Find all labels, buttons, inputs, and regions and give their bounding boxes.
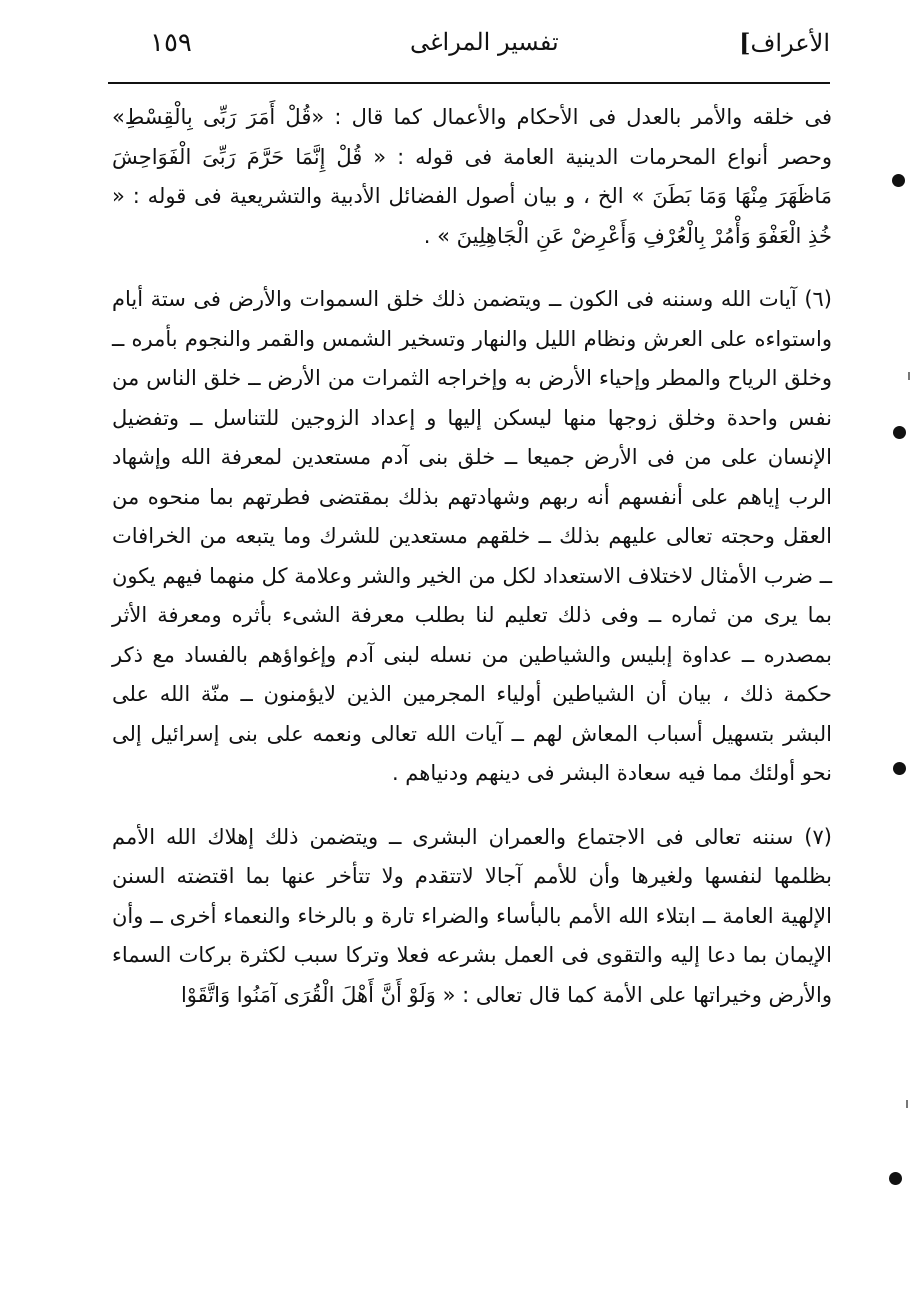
book-title: تفسير المراغى (410, 28, 559, 56)
paragraph-7: (٧) سننه تعالى فى الاجتماع والعمران البشرى ــ ويتضمن ذلك إهلاك الله الأمم بظلمها لنفسها ولغيرها وأن للأمم آجالا لاتتقدم ولا تتأخر عنها بما اقتضته السنن الإلهية العامة ــ ابتلاء الله الأمم بالبأساء والضراء تارة و بالرخاء والنعماء أخرى ــ وأن الإيمان بما دعا إليه والتقوى فى العمل بشرعه فعلا وتركا سبب لكثرة بركات السماء والأرض وخيراتها على الأمة كما قال تعالى : « وَلَوْ أَنَّ أَهْلَ الْقُرَى آمَنُوا وَاتَّقَوْا (112, 824, 832, 1007)
margin-dot-mark (892, 174, 905, 187)
header-bracket: ] (739, 28, 751, 57)
paragraph-6: (٦) آيات الله وسننه فى الكون ــ ويتضمن ذلك خلق السموات والأرض فى ستة أيام واستواءه على العرش ونظام الليل والنهار وتسخير الشمس والقمر والنجوم بأمره ــ وخلق الرياح والمطر وإحياء الأرض به وإخراجه الثمرات من الأرض ــ خلق الناس من نفس واحدة وخلق زوجها منها ليسكن إليها و إعداد الزوجين للتناسل ــ وتفضيل الإنسان على من فى الأرض جميعا ــ خلق بنى آدم مستعدين لمعرفة الله وإشهاد الرب إياهم على أنفسهم أنه ربهم وشهادتهم بذلك بمقتضى فطرتهم بما منحوه من العقل وحجته تعالى عليهم بذلك ــ خلقهم مستعدين للشرك وما يتبعه من الخرافات ــ ضرب الأمثال لاختلاف الاستعداد لكل من الخير والشر وعلامة كل منهما فيهم يكون بما يرى من ثماره ــ وفى ذلك تعليم لنا بطلب معرفة الشىء بأثره ومعرفة الأثر بمصدره ــ عداوة إبليس والشياطين من نسله لبنى آدم وإغواؤهم بالفساد مع ذكر حكمة ذلك ، بيان أن الشياطين أولياء المجرمين الذين لايؤمنون ــ منّة الله على البشر بتسهيل أسباب المعاش لهم ــ آيات الله تعالى ونعمه على بنى إسرائيل إلى نحو أولئك مما فيه سعادة البشر فى دينهم ودنياهم . (112, 287, 832, 785)
main-text (112, 98, 832, 1015)
margin-tick-mark (906, 1100, 908, 1108)
header-rule (108, 82, 830, 84)
margin-dot-mark (889, 1172, 902, 1185)
margin-tick-mark (908, 372, 910, 380)
margin-dot-mark (893, 426, 906, 439)
surah-name-text: الأعراف (750, 29, 830, 57)
paragraph-continuation: فى خلقه والأمر بالعدل فى الأحكام والأعمال كما قال : «قُلْ أَمَرَ رَبِّى بِالْقِسْطِ» وحصر أنواع المحرمات الدينية العامة فى قوله : « قُلْ إِنَّمَا حَرَّمَ رَبِّىَ الْفَوَاحِشَ مَاظَهَرَ مِنْهَا وَمَا بَطَنَ » الخ ، و بيان أصول الفضائل الأدبية والتشريعية فى قوله : « خُذِ الْعَفْوَ وَأْمُرْ بِالْعُرْفِ وَأَعْرِضْ عَنِ الْجَاهِلِينَ » . (112, 105, 832, 248)
page-number: ١٥٩ (150, 28, 192, 58)
surah-name (733, 28, 830, 57)
running-header (110, 20, 830, 68)
margin-dot-mark (893, 762, 906, 775)
